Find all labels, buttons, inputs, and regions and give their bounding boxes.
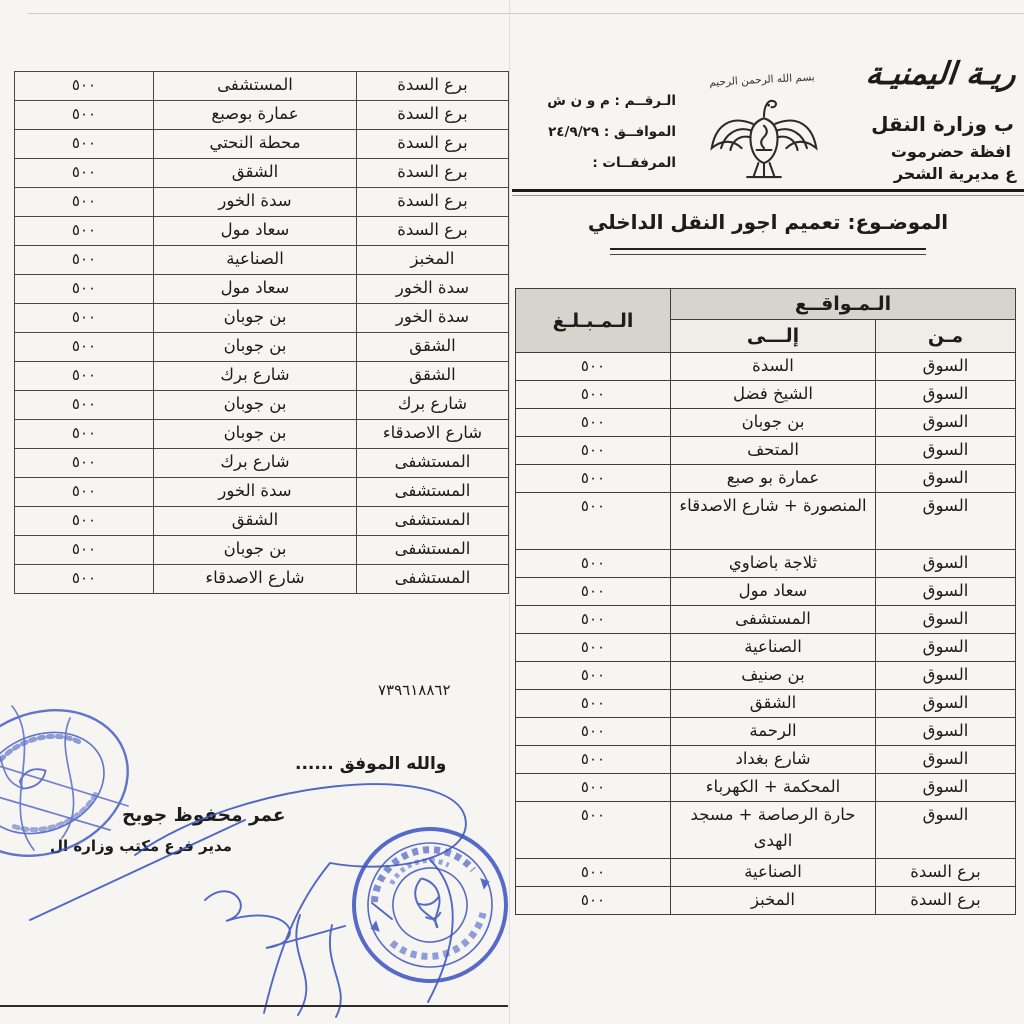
from-cell: المستشفى — [357, 507, 509, 536]
to-cell: بن جوبان — [154, 333, 357, 362]
amount-cell: ٥٠٠ — [516, 606, 671, 634]
from-cell: برع السدة — [357, 217, 509, 246]
page-bottom-edge-line — [0, 1005, 508, 1007]
amount-cell: ٥٠٠ — [15, 159, 154, 188]
to-cell: بن صنيف — [671, 662, 876, 690]
amount-cell: ٥٠٠ — [15, 72, 154, 101]
subject-underline — [610, 248, 926, 255]
to-cell: المتحف — [671, 437, 876, 465]
signatory-name: عمر محفوظ جوبح — [122, 805, 286, 826]
amount-cell: ٥٠٠ — [516, 437, 671, 465]
from-cell: المستشفى — [357, 565, 509, 594]
fare-row — [15, 217, 509, 246]
amount-cell: ٥٠٠ — [15, 565, 154, 594]
to-cell: عمارة بوصبع — [154, 101, 357, 130]
to-cell: بن جوبان — [154, 536, 357, 565]
fare-row — [516, 690, 1016, 718]
amount-cell: ٥٠٠ — [15, 130, 154, 159]
to-cell: الشيخ فضل — [671, 381, 876, 409]
from-cell: سدة الخور — [357, 304, 509, 333]
fares-table-left — [14, 71, 509, 594]
fare-row — [516, 718, 1016, 746]
fare-row — [15, 188, 509, 217]
to-header: إلـــى — [671, 320, 876, 353]
country-calligraphy: ريـة اليمنيـة — [864, 56, 1018, 92]
to-cell: المنصورة + شارع الاصدقاء — [671, 493, 876, 550]
left-page — [0, 0, 510, 1024]
fare-row — [516, 859, 1016, 887]
from-cell: السوق — [876, 802, 1016, 859]
from-cell: السوق — [876, 353, 1016, 381]
to-cell: شارع الاصدقاء — [154, 565, 357, 594]
from-cell: السوق — [876, 437, 1016, 465]
amount-cell: ٥٠٠ — [516, 409, 671, 437]
attachments-field: المرفقــات : — [592, 155, 676, 171]
to-cell: محطة النحتي — [154, 130, 357, 159]
fare-row — [15, 362, 509, 391]
fare-row — [15, 159, 509, 188]
amount-cell: ٥٠٠ — [15, 362, 154, 391]
to-cell: سدة الخور — [154, 188, 357, 217]
to-cell: بن جوبان — [154, 304, 357, 333]
fare-row — [15, 449, 509, 478]
fare-row — [516, 887, 1016, 915]
to-cell: الصناعية — [671, 634, 876, 662]
amount-header: الـمـبـلـغ — [516, 289, 671, 353]
fare-row — [516, 774, 1016, 802]
signatory-title: مدير فرع مكتب وزارة ال — [50, 837, 232, 855]
fare-row — [516, 662, 1016, 690]
from-cell: السوق — [876, 493, 1016, 550]
amount-cell: ٥٠٠ — [15, 391, 154, 420]
to-cell: الرحمة — [671, 718, 876, 746]
from-cell: السوق — [876, 746, 1016, 774]
amount-cell: ٥٠٠ — [516, 493, 671, 550]
fare-row — [15, 478, 509, 507]
date-field: الموافــق : ٢٤/٩/٢٩ — [548, 124, 676, 140]
from-cell: برع السدة — [357, 130, 509, 159]
from-cell: السوق — [876, 381, 1016, 409]
fare-row — [15, 72, 509, 101]
to-cell: المحكمة + الكهرباء — [671, 774, 876, 802]
from-cell: الشقق — [357, 333, 509, 362]
fare-row — [516, 493, 1016, 550]
amount-cell: ٥٠٠ — [15, 304, 154, 333]
from-cell: المستشفى — [357, 536, 509, 565]
to-cell: المستشفى — [671, 606, 876, 634]
fare-row — [15, 507, 509, 536]
to-cell: ثلاجة باضاوي — [671, 550, 876, 578]
closing-phrase: والله الموفق ...... — [295, 754, 447, 774]
amount-cell: ٥٠٠ — [516, 381, 671, 409]
from-header: مـن — [876, 320, 1016, 353]
from-cell: السوق — [876, 465, 1016, 493]
amount-cell: ٥٠٠ — [15, 449, 154, 478]
to-cell: الشقق — [671, 690, 876, 718]
amount-cell: ٥٠٠ — [15, 420, 154, 449]
to-cell: شارع برك — [154, 362, 357, 391]
amount-cell: ٥٠٠ — [516, 774, 671, 802]
fare-row — [15, 246, 509, 275]
amount-cell: ٥٠٠ — [15, 246, 154, 275]
from-cell: السوق — [876, 662, 1016, 690]
to-cell: سعاد مول — [154, 275, 357, 304]
fare-row — [516, 550, 1016, 578]
from-cell: السوق — [876, 690, 1016, 718]
fare-row — [15, 304, 509, 333]
from-cell: برع السدة — [876, 887, 1016, 915]
fare-row — [516, 746, 1016, 774]
fare-row — [516, 634, 1016, 662]
from-cell: السوق — [876, 578, 1016, 606]
from-cell: السوق — [876, 718, 1016, 746]
to-cell: سعاد مول — [671, 578, 876, 606]
district-line: ع مديرية الشحر — [893, 164, 1016, 183]
from-cell: المخبز — [357, 246, 509, 275]
from-cell: برع السدة — [357, 101, 509, 130]
to-cell: بن جوبان — [671, 409, 876, 437]
reference-fields — [518, 86, 676, 179]
amount-cell: ٥٠٠ — [516, 802, 671, 859]
fare-row — [516, 606, 1016, 634]
from-cell: الشقق — [357, 362, 509, 391]
amount-cell: ٥٠٠ — [15, 507, 154, 536]
fares-table-right — [515, 288, 1016, 915]
amount-cell: ٥٠٠ — [516, 718, 671, 746]
from-cell: السوق — [876, 774, 1016, 802]
fare-row — [516, 465, 1016, 493]
amount-cell: ٥٠٠ — [516, 859, 671, 887]
from-cell: برع السدة — [357, 72, 509, 101]
amount-cell: ٥٠٠ — [516, 578, 671, 606]
from-cell: سدة الخور — [357, 275, 509, 304]
fare-row — [516, 437, 1016, 465]
from-cell: برع السدة — [357, 159, 509, 188]
fare-row — [15, 565, 509, 594]
report-phone-2: ٧٣٩٦١٨٨٦٢ — [378, 681, 451, 699]
fare-row — [516, 409, 1016, 437]
to-cell: شارع بغداد — [671, 746, 876, 774]
yemen-eagle-emblem-icon — [708, 90, 820, 182]
amount-cell: ٥٠٠ — [516, 550, 671, 578]
to-cell: سدة الخور — [154, 478, 357, 507]
fare-row — [15, 101, 509, 130]
fare-row — [516, 578, 1016, 606]
amount-cell: ٥٠٠ — [15, 275, 154, 304]
amount-cell: ٥٠٠ — [15, 188, 154, 217]
table-header-row-1 — [516, 289, 1016, 320]
to-cell: الشقق — [154, 159, 357, 188]
amount-cell: ٥٠٠ — [516, 690, 671, 718]
subject-line: الموضـوع: تعميم اجور النقل الداخلي — [587, 210, 949, 234]
from-cell: السوق — [876, 606, 1016, 634]
to-cell: الصناعية — [154, 246, 357, 275]
header-rule-thin — [512, 195, 1024, 196]
to-cell: الصناعية — [671, 859, 876, 887]
amount-cell: ٥٠٠ — [15, 536, 154, 565]
fare-row — [15, 130, 509, 159]
to-cell: المخبز — [671, 887, 876, 915]
amount-cell: ٥٠٠ — [516, 887, 671, 915]
amount-cell: ٥٠٠ — [516, 353, 671, 381]
from-cell: شارع الاصدقاء — [357, 420, 509, 449]
to-cell: شارع برك — [154, 449, 357, 478]
amount-cell: ٥٠٠ — [15, 101, 154, 130]
to-cell: سعاد مول — [154, 217, 357, 246]
governorate-line: افظة حضرموت — [890, 142, 1011, 161]
to-cell: بن جوبان — [154, 391, 357, 420]
amount-cell: ٥٠٠ — [516, 662, 671, 690]
fare-row — [15, 536, 509, 565]
amount-cell: ٥٠٠ — [516, 746, 671, 774]
right-page — [512, 0, 1024, 1024]
from-cell: السوق — [876, 409, 1016, 437]
amount-cell: ٥٠٠ — [516, 465, 671, 493]
from-cell: برع السدة — [876, 859, 1016, 887]
amount-cell: ٥٠٠ — [15, 333, 154, 362]
fare-row — [15, 333, 509, 362]
fare-row — [516, 381, 1016, 409]
from-cell: برع السدة — [357, 188, 509, 217]
fare-row — [15, 391, 509, 420]
to-cell: بن جوبان — [154, 420, 357, 449]
to-cell: الشقق — [154, 507, 357, 536]
ministry-office-line: ب وزارة النقل — [871, 112, 1014, 136]
to-cell: المستشفى — [154, 72, 357, 101]
header-rule — [512, 189, 1024, 192]
amount-cell: ٥٠٠ — [516, 634, 671, 662]
from-cell: السوق — [876, 634, 1016, 662]
from-cell: المستشفى — [357, 478, 509, 507]
official-round-stamp-icon — [348, 823, 512, 987]
from-cell: السوق — [876, 550, 1016, 578]
fare-row — [516, 802, 1016, 859]
from-cell: المستشفى — [357, 449, 509, 478]
amount-cell: ٥٠٠ — [15, 217, 154, 246]
ref-number-field: الـرقــم : م و ن ش — [547, 93, 676, 109]
to-cell: عمارة بو صبع — [671, 465, 876, 493]
amount-cell: ٥٠٠ — [15, 478, 154, 507]
to-cell: حارة الرصاصة + مسجد الهدى — [671, 802, 876, 859]
to-cell: السدة — [671, 353, 876, 381]
from-cell: شارع برك — [357, 391, 509, 420]
fare-row — [15, 275, 509, 304]
fare-row — [516, 353, 1016, 381]
bismillah-text: بسم الله الرحمن الرحيم — [708, 71, 816, 89]
fare-row — [15, 420, 509, 449]
locations-header: الـمـواقــع — [671, 289, 1016, 320]
